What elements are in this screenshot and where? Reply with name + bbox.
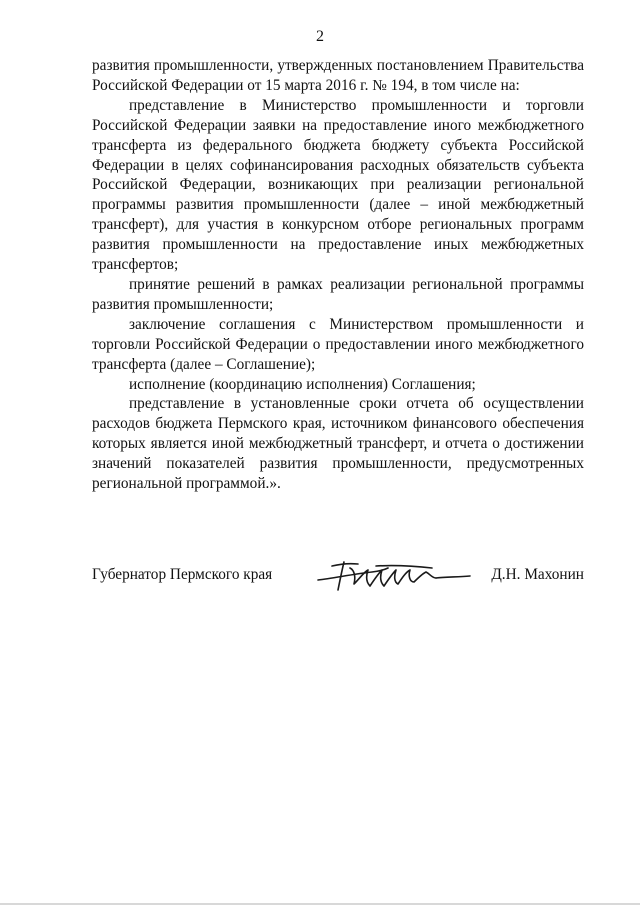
document-body [92, 56, 584, 494]
paragraph: развития промышленности, утвержденных постановлением Правительства Российской Федерации от 15 марта 2016 г. № 194, в том числе на: [92, 57, 584, 94]
page-number: 2 [316, 28, 324, 45]
handwritten-signature [314, 556, 474, 594]
paragraph: представление в установленные сроки отчета об осуществлении расходов бюджета Пермского края, источником финансового обеспечения которых является иной межбюджетный трансферт, и отчета о достижении значений показателей развития промышленности, предусмотренных региональной программой.». [92, 395, 584, 493]
paragraph: представление в Министерство промышленности и торговли Российской Федерации заявки на предоставление иного межбюджетного трансферта из федерального бюджета бюджету субъекта Российской Федерации в целях софинансирования расходных обязательств субъекта Российской Федерации, возникающих при реализации региональной программы развития промышленности (далее – иной межбюджетный трансферт), для участия в конкурсном отборе региональных программ развития промышленности на предоставление иных межбюджетных трансфертов; [92, 96, 584, 274]
paragraph: принятие решений в рамках реализации региональной программы развития промышленности; [92, 275, 584, 313]
paragraph: исполнение (координацию исполнения) Соглашения; [129, 375, 476, 393]
signer-name: Д.Н. Махонин [491, 566, 584, 583]
signer-position: Губернатор Пермского края [92, 566, 273, 583]
paragraph: заключение соглашения с Министерством промышленности и торговли Российской Федерации о предоставлении иного межбюджетного трансферта (далее – Соглашение); [92, 315, 584, 373]
signature-block [92, 556, 584, 596]
